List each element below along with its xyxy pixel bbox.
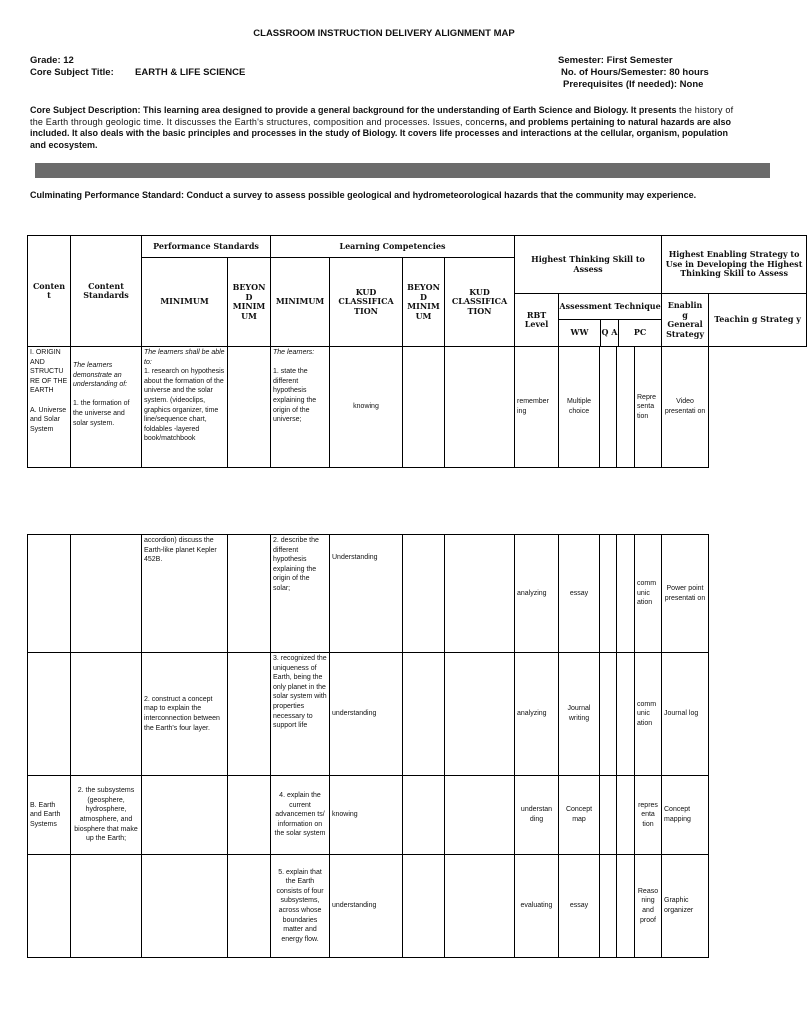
row3-teaching: Journal log (662, 653, 709, 776)
header-lc-minimum: MINIMUM (271, 258, 330, 347)
row4-content: B. Earth and Earth Systems (28, 776, 71, 855)
header-content-standards: Content Standards (71, 236, 142, 347)
row3-performance-standard: 2. construct a concept map to explain the interconnection between the Earth's four layer. (142, 653, 228, 776)
header-ps-minimum: MINIMUM (142, 258, 228, 347)
header-highest-thinking-skill: Highest Thinking Skill to Assess (515, 236, 662, 294)
row1-ps-beyond (228, 347, 271, 468)
row3-content-standard (71, 653, 142, 776)
row3-ps-beyond (228, 653, 271, 776)
row1-pc (617, 347, 635, 468)
row3-ww: Journal writing (559, 653, 600, 776)
row2-learning-competency: 2. describe the different hypothesis explaining the origin of the solar; (271, 535, 330, 653)
row3-lc-beyond-kud (445, 653, 515, 776)
row2-ps-beyond (228, 535, 271, 653)
description-line-2-end: rns, and problems (490, 116, 569, 127)
row1-strategy: Representa tion (635, 347, 662, 468)
row1-rbt: remember ing (515, 347, 559, 468)
table-row (28, 776, 807, 855)
grade: Grade: 12 (30, 55, 74, 66)
row4-content-standard: 2. the subsystems (geosphere, hydrosphere, atmosphere, and biosphere that make up the Earth; (71, 776, 142, 855)
row4-lc-beyond (403, 776, 445, 855)
row4-performance-standard (142, 776, 228, 855)
row4-lc-beyond-kud (445, 776, 515, 855)
row4-kud: knowing (330, 776, 403, 855)
row1-qa (600, 347, 617, 468)
row1-learning-competency: The learners: 1. state the different hypothesis explaining the origin of the universe; (271, 347, 330, 468)
row5-strategy: Reasoning and proof (635, 855, 662, 958)
row2-content (28, 535, 71, 653)
row1-content: I. ORIGIN AND STRUCTU RE OF THE EARTH A. Universe and Solar System (28, 347, 71, 468)
core-subject-title-label: Core Subject Title: (30, 67, 114, 78)
row5-ww: essay (559, 855, 600, 958)
row4-qa (600, 776, 617, 855)
header-rbt-level: RBT Level (515, 294, 559, 347)
alignment-map-table (27, 235, 807, 468)
row5-content (28, 855, 71, 958)
row4-strategy: representa tion (635, 776, 662, 855)
row4-learning-competency: 4. explain the current advancemen ts/ information on the solar system (271, 776, 330, 855)
row5-lc-beyond (403, 855, 445, 958)
assessment-technique-label: Assessment Technique (559, 294, 661, 320)
header-ps-beyond-minimum: BEYON D MINIM UM (228, 258, 271, 347)
row5-learning-competency: 5. explain that the Earth consists of four subsystems, across whose boundaries matter and energy flow. (271, 855, 330, 958)
row4-ww: Concept map (559, 776, 600, 855)
row3-kud: understanding (330, 653, 403, 776)
header-assessment-technique (559, 294, 662, 347)
row1-lc-beyond-kud (445, 347, 515, 468)
row5-kud: understanding (330, 855, 403, 958)
description-line-3: pertaining to natural hazards are also included. It also deals with the basic principles and processes in the study of Biology. It covers life processes and interactions at the cellular, organism, population and ecosystem. (30, 116, 732, 150)
culminating-performance-standard: Culminating Performance Standard: Conduct a survey to assess possible geological and hydrometeorological hazards that the community may experience. (30, 190, 697, 200)
row5-rbt: evaluating (515, 855, 559, 958)
row3-rbt: analyzing (515, 653, 559, 776)
row3-pc (617, 653, 635, 776)
row3-lc-beyond (403, 653, 445, 776)
table-row (28, 347, 807, 468)
core-subject-description (30, 105, 740, 151)
row4-ps-beyond (228, 776, 271, 855)
row3-qa (600, 653, 617, 776)
header-highest-enabling-strategy: Highest Enabling Strategy to Use in Developing the Highest Thinking Skill to Assess (662, 236, 807, 294)
doc-title: CLASSROOM INSTRUCTION DELIVERY ALIGNMENT MAP (253, 28, 515, 39)
row1-content-standard: The learners demonstrate an understanding of: 1. the formation of the universe and solar system. (71, 347, 142, 468)
description-line-1: Core Subject Description: This learning area designed to provide a general background for the understanding of Earth Science and Biology. It presents (30, 105, 677, 115)
header-qa: Q A (601, 320, 619, 346)
row4-rbt: understan ding (515, 776, 559, 855)
header-performance-standards: Performance Standards (142, 236, 271, 258)
row4-teaching: Concept mapping (662, 776, 709, 855)
row1-ww: Multiple choice (559, 347, 600, 468)
row2-strategy: communic ation (635, 535, 662, 653)
row3-learning-competency: 3. recognized the uniqueness of Earth, being the only planet in the solar system with properties necessary to support life (271, 653, 330, 776)
header-lc-beyond-kud-classification: KUD CLASSIFICA TION (445, 258, 515, 347)
row4-pc (617, 776, 635, 855)
row2-lc-beyond-kud (445, 535, 515, 653)
row1-teaching: Video presentati on (662, 347, 709, 468)
core-subject-title: EARTH & LIFE SCIENCE (135, 67, 246, 78)
row2-content-standard (71, 535, 142, 653)
table-row (28, 653, 807, 776)
row5-lc-beyond-kud (445, 855, 515, 958)
assessment-subheaders (559, 320, 661, 346)
row2-ww: essay (559, 535, 600, 653)
table-row (28, 535, 807, 653)
row5-content-standard (71, 855, 142, 958)
header-enabling-general-strategy: Enablin g General Strategy (662, 294, 709, 347)
section-divider-bar (35, 163, 770, 178)
semester: Semester: First Semester (558, 55, 673, 66)
row3-strategy: communic ation (635, 653, 662, 776)
row5-ps-beyond (228, 855, 271, 958)
hours: No. of Hours/Semester: 80 hours (561, 67, 709, 78)
header-learning-competencies: Learning Competencies (271, 236, 515, 258)
row2-lc-beyond (403, 535, 445, 653)
row2-pc (617, 535, 635, 653)
row1-lc-beyond (403, 347, 445, 468)
row2-teaching: Power point presentati on (662, 535, 709, 653)
row2-performance-standard: accordion) discuss the Earth-like planet Kepler 452B. (142, 535, 228, 653)
row2-rbt: analyzing (515, 535, 559, 653)
row2-qa (600, 535, 617, 653)
row5-qa (600, 855, 617, 958)
row5-pc (617, 855, 635, 958)
header-teaching-strategy: Teachin g Strateg y (709, 294, 807, 347)
header-content: Conten t (28, 236, 71, 347)
row5-teaching: Graphic organizer (662, 855, 709, 958)
header-ww: WW (559, 320, 601, 346)
row5-performance-standard (142, 855, 228, 958)
header-lc-kud-classification: KUD CLASSIFICA TION (330, 258, 403, 347)
description-line-2: the history of the Earth through geologic time. It discusses the Earth's structures, composition and processes. Issues, conce (30, 105, 734, 127)
header-lc-beyond-minimum: BEYON D MINIM UM (403, 258, 445, 347)
header-pc: PC (633, 327, 647, 338)
row2-kud: Understanding (330, 535, 403, 653)
row1-performance-standard: The learners shall be able to: 1. research on hypothesis about the formation of the universe and the solar system. (videoclips, graphics organizer, time line/sequence chart, foldables -layered book/matchbook (142, 347, 228, 468)
prerequisites: Prerequisites (If needed): None (563, 79, 704, 90)
row1-kud: knowing (330, 347, 403, 468)
alignment-map-table-continued (27, 534, 807, 958)
row3-content (28, 653, 71, 776)
table-row (28, 855, 807, 958)
